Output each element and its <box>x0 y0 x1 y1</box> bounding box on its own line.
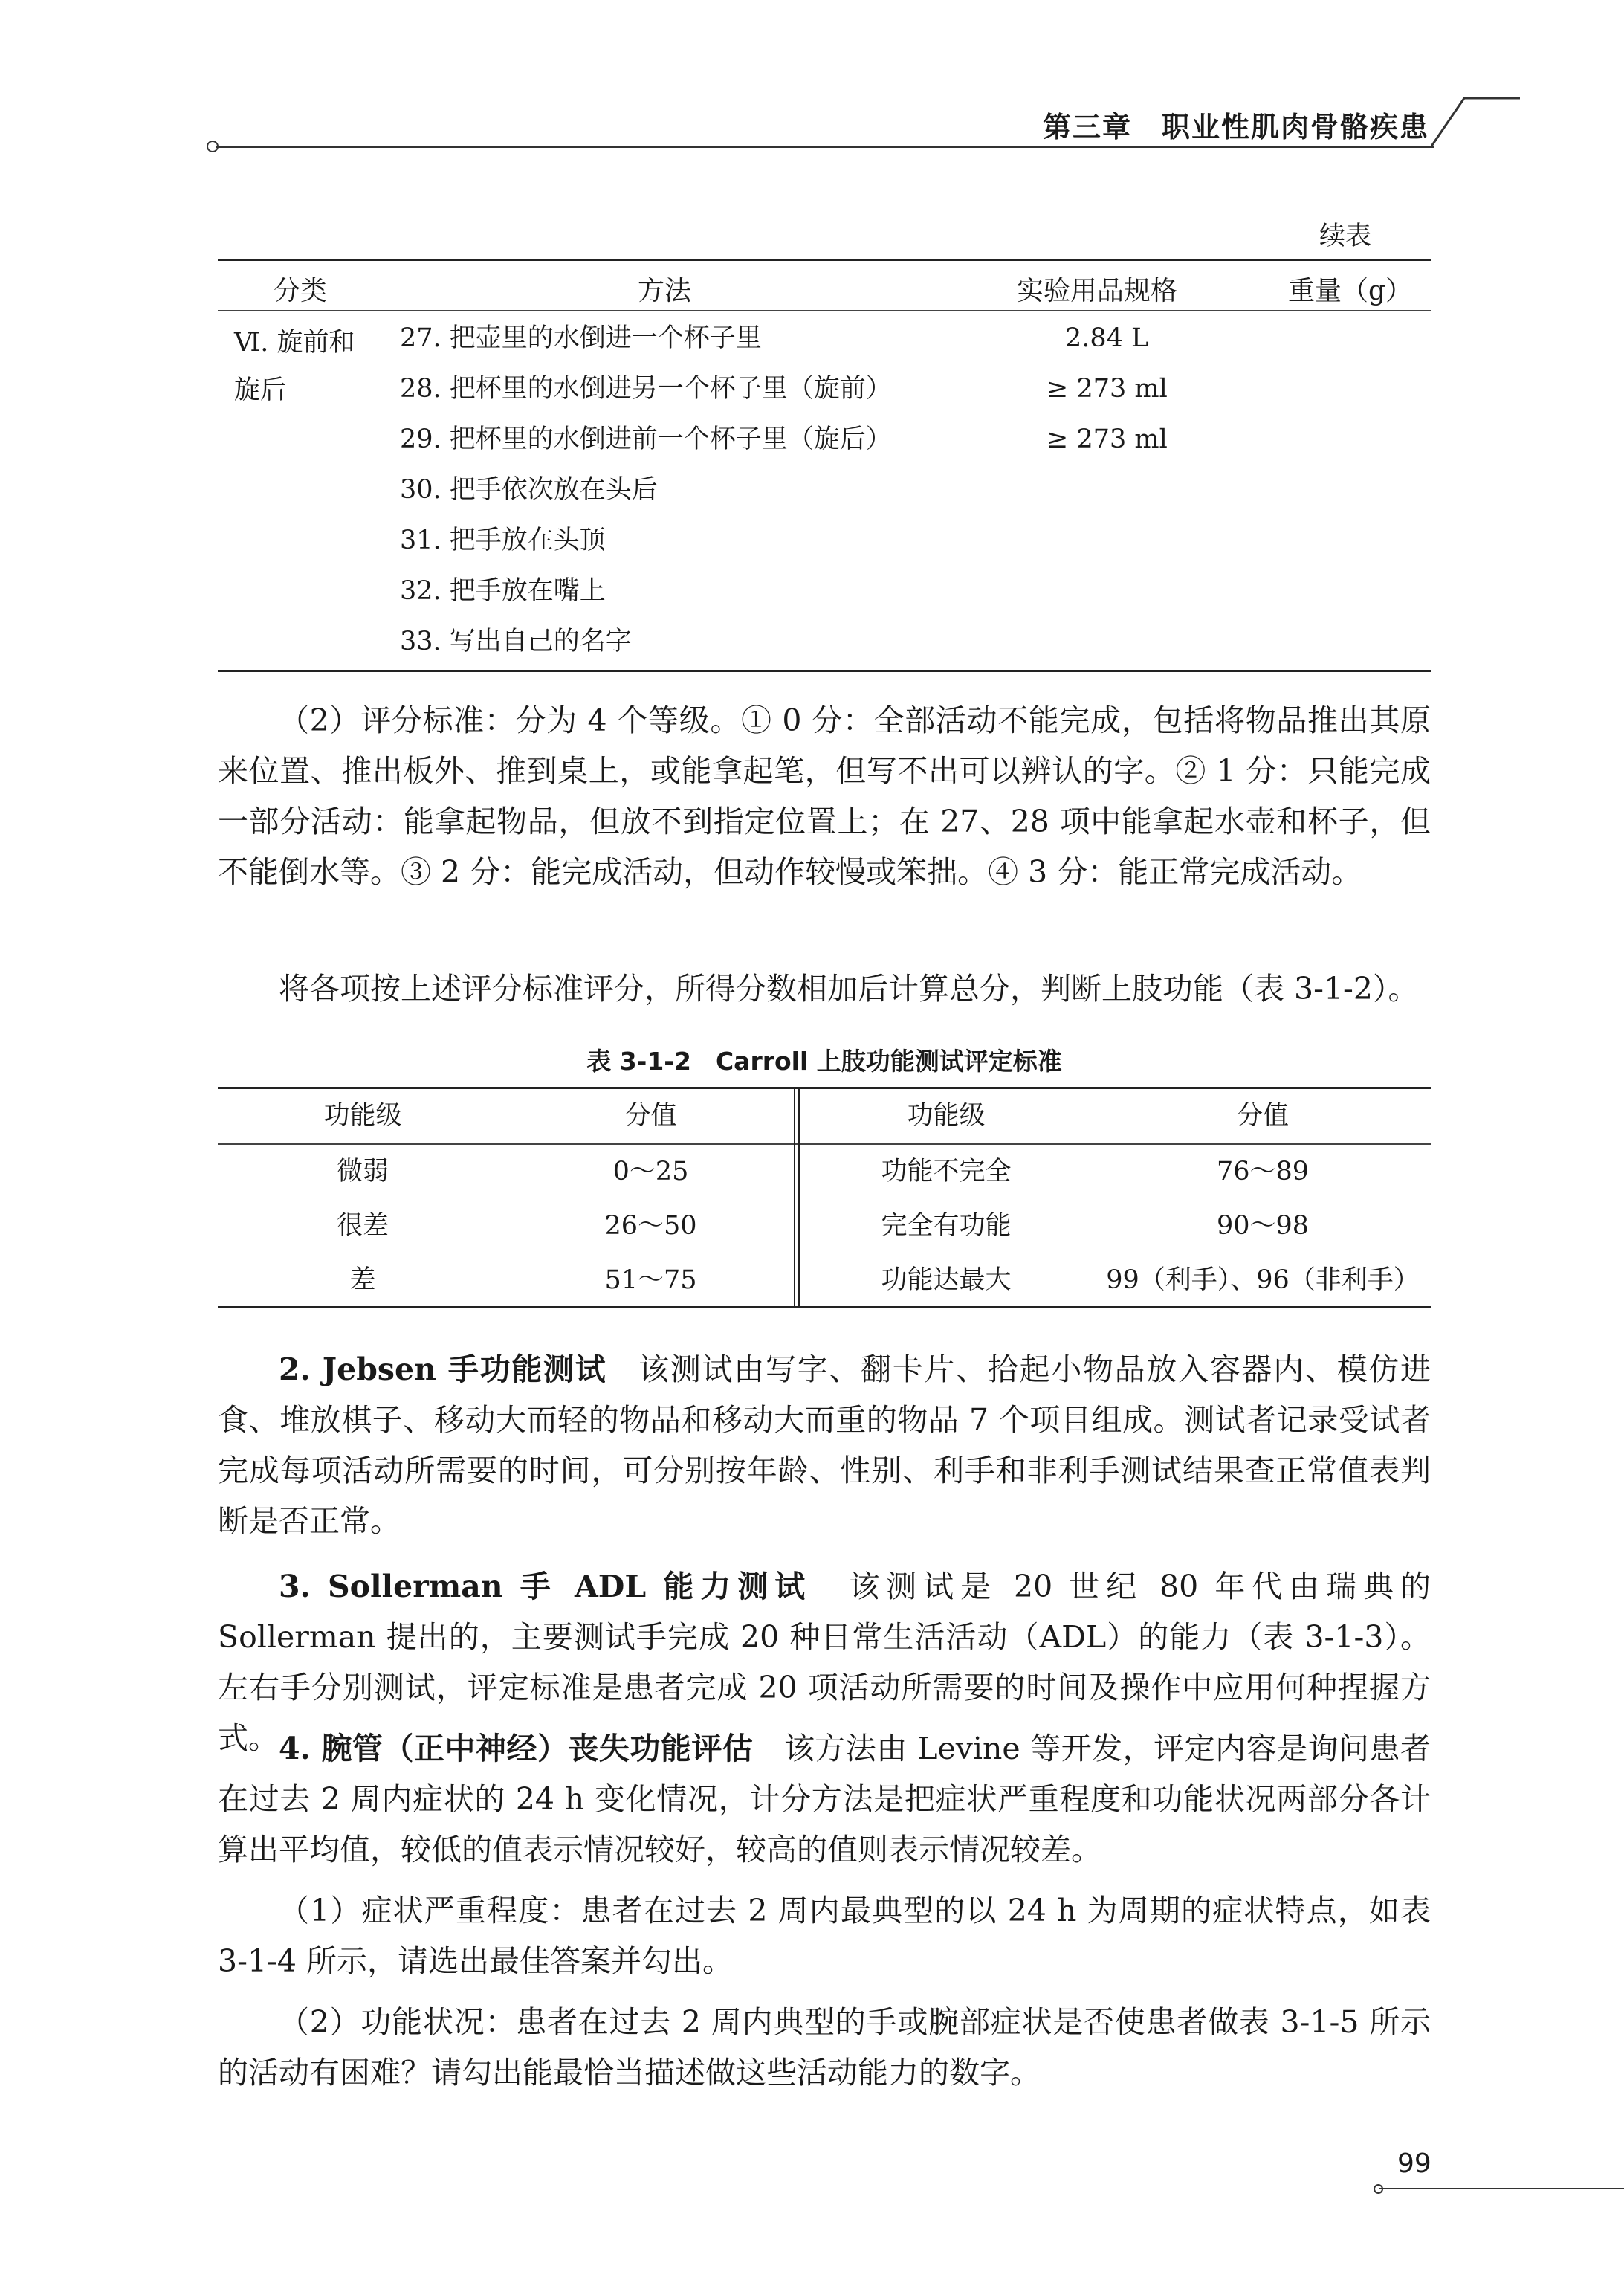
table-cell: 功能不完全 <box>881 1157 1012 1186</box>
table-cell: 功能达最大 <box>881 1265 1012 1295</box>
paragraph-scoring-standard: （2）评分标准：分为 4 个等级。① 0 分：全部活动不能完成，包括将物品推出其原来位置、推出板外、推到桌上，或能拿起笔，但写不出可以辨认的字。② 1 分：只能完成一部分活动：能拿起物品，但放不到指定位置上；在 27、28 项中能拿起水壶和杯子，但不能倒水等。③ 2 分：能完成活动，但动作较慢或笨拙。④ 3 分：能正常完成活动。 <box>218 703 1431 890</box>
table-body <box>218 311 1431 670</box>
spec-cell: ≥ 273 ml <box>1046 374 1168 404</box>
page-number: 99 <box>1397 2148 1431 2179</box>
carroll-table <box>218 1087 1431 1308</box>
section-carpal-tunnel <box>218 1723 1431 1875</box>
table-cell: 0～25 <box>612 1157 689 1186</box>
paragraph-functional-status: （2）功能状况：患者在过去 2 周内典型的手或腕部症状是否使患者做表 3-1-5 所示的活动有困难？请勾出能最恰当描述做这些活动能力的数字。 <box>218 2004 1431 2090</box>
table-row: 33. 写出自己的名字 <box>400 627 632 656</box>
table-cell: 99（利手）、96（非利手） <box>1106 1265 1420 1295</box>
category-cell <box>234 319 383 414</box>
section-text: 该方法由 Levine 等开发，评定内容是询问患者在过去 2 周内症状的 24 h 变化情况，计分方法是把症状严重程度和功能状况两部分各计算出平均值，较低的值表示情况较好，较高的值则表示情况较差。 <box>218 1731 1431 1867</box>
section-heading: 4. 腕管（正中神经）丧失功能评估 <box>279 1731 754 1766</box>
table-row: 30. 把手依次放在头后 <box>400 475 658 505</box>
section-heading: 2. Jebsen 手功能测试 <box>279 1352 607 1387</box>
table-bottom-rule <box>218 670 1431 672</box>
col-header: 功能级 <box>907 1101 986 1131</box>
table-row: 31. 把手放在头顶 <box>400 526 606 555</box>
table-row: 27. 把壶里的水倒进一个杯子里 <box>400 323 762 353</box>
col-header: 重量（g） <box>1288 276 1413 306</box>
header-slant-ornament <box>1431 97 1520 149</box>
table-cell: 51～75 <box>604 1265 697 1295</box>
category-line: 旋后 <box>234 375 287 405</box>
table-cell: 90～98 <box>1216 1211 1310 1241</box>
col-header: 分值 <box>1236 1101 1289 1131</box>
table-header-row <box>218 261 1431 310</box>
category-line: Ⅵ. 旋前和 <box>234 328 355 358</box>
col-header: 实验用品规格 <box>1017 276 1178 306</box>
chapter-title: 第三章 职业性肌肉骨骼疾患 <box>1042 111 1429 143</box>
header-rule <box>216 146 1434 148</box>
table-bottom-rule <box>218 1306 1431 1308</box>
col-header: 功能级 <box>323 1101 402 1131</box>
table-row: 28. 把杯里的水倒进另一个杯子里（旋前） <box>400 374 892 404</box>
table-row: 32. 把手放在嘴上 <box>400 576 606 606</box>
section-text: 该测试由写字、翻卡片、拾起小物品放入容器内、模仿进食、堆放棋子、移动大而轻的物品和移动大而重的物品 7 个项目组成。测试者记录受试者完成每项活动所需要的时间，可分别按年龄、性别、利手和非利手测试结果查正常值表判断是否正常。 <box>218 1352 1431 1539</box>
table-cell: 微弱 <box>336 1157 389 1186</box>
spec-cell: 2.84 L <box>1065 323 1149 353</box>
footer-rule <box>1379 2188 1624 2189</box>
table-caption: 表 3-1-2 Carroll 上肢功能测试评定标准 <box>586 1047 1062 1076</box>
section-jebsen <box>218 1344 1431 1546</box>
paragraph-symptom-severity: （1）症状严重程度：患者在过去 2 周内最典型的以 24 h 为周期的症状特点，如表 3-1-4 所示，请选出最佳答案并勾出。 <box>218 1893 1431 1979</box>
section-text: 该测试是 20 世纪 80 年代由瑞典的 Sollerman 提出的，主要测试手完成 20 种日常生活活动（ADL）的能力（表 3-1-3）。左右手分别测试，评定标准是患者完成 20 项活动所需要的时间及操作中应用何种捏握方式。 <box>218 1569 1431 1756</box>
col-header: 分类 <box>274 276 328 306</box>
paragraph-scoring-summary: 将各项按上述评分标准评分，所得分数相加后计算总分，判断上肢功能（表 3-1-2）。 <box>279 971 1419 1007</box>
col-header: 方法 <box>638 276 692 306</box>
table-cell: 完全有功能 <box>881 1211 1012 1241</box>
table-cell: 差 <box>349 1265 376 1295</box>
table-cell: 26～50 <box>604 1211 697 1241</box>
table-double-divider <box>794 1089 800 1306</box>
table-row: 29. 把杯里的水倒进前一个杯子里（旋后） <box>400 424 892 454</box>
table-continued-label: 续表 <box>1319 222 1372 251</box>
method-table <box>218 259 1431 672</box>
section-heading: 3. Sollerman 手 ADL 能力测试 <box>279 1569 812 1604</box>
spec-cell: ≥ 273 ml <box>1046 424 1168 454</box>
table-cell: 76～89 <box>1216 1157 1310 1186</box>
col-header: 分值 <box>624 1101 677 1131</box>
table-cell: 很差 <box>336 1211 389 1241</box>
